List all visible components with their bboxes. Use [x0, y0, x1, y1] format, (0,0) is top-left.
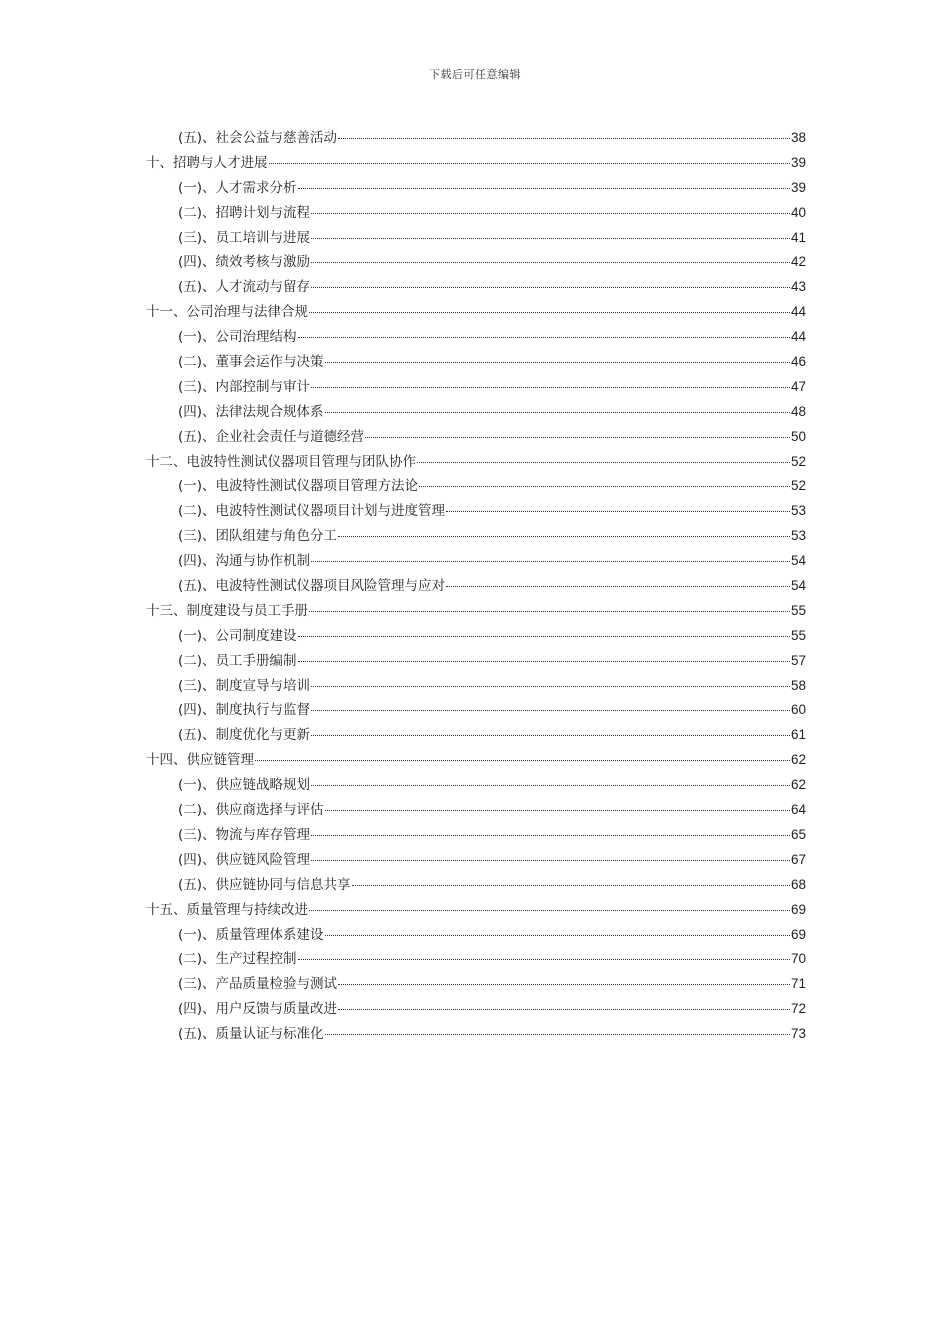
toc-section-entry[interactable] — [146, 1022, 806, 1047]
toc-section-entry[interactable] — [146, 698, 806, 723]
toc-entry-page-number: 47 — [790, 378, 806, 394]
toc-entry-page-number: 54 — [790, 578, 806, 594]
toc-entry-title: (四)、沟通与协作机制 — [178, 553, 311, 570]
toc-chapter-entry[interactable] — [146, 151, 806, 176]
toc-entry-page-number: 44 — [790, 304, 806, 320]
toc-entry-page-number: 48 — [790, 403, 806, 419]
toc-section-entry[interactable] — [146, 474, 806, 499]
toc-entry-title: (五)、质量认证与标准化 — [178, 1026, 324, 1043]
toc-entry-title: 十五、质量管理与持续改进 — [146, 901, 308, 918]
toc-entry-title: (一)、人才需求分析 — [178, 179, 297, 196]
toc-entry-title: (五)、制度优化与更新 — [178, 727, 311, 744]
toc-entry-title: (二)、董事会运作与决策 — [178, 354, 324, 371]
toc-entry-page-number: 69 — [790, 901, 806, 917]
toc-entry-title: (一)、质量管理体系建设 — [178, 926, 324, 943]
toc-section-entry[interactable] — [146, 873, 806, 898]
toc-section-entry[interactable] — [146, 350, 806, 375]
toc-section-entry[interactable] — [146, 798, 806, 823]
toc-entry-page-number: 50 — [790, 428, 806, 444]
toc-entry-title: (三)、员工培训与进展 — [178, 229, 311, 246]
toc-entry-page-number: 64 — [790, 802, 806, 818]
toc-section-entry[interactable] — [146, 126, 806, 151]
toc-entry-title: (五)、社会公益与慈善活动 — [178, 130, 338, 146]
dot-leader — [311, 287, 790, 288]
toc-entry-page-number: 60 — [790, 702, 806, 718]
toc-entry-title: (二)、生产过程控制 — [178, 951, 297, 968]
toc-section-entry[interactable] — [146, 674, 806, 699]
toc-entry-title: 十四、供应链管理 — [146, 752, 254, 769]
dot-leader — [269, 163, 790, 164]
dot-leader — [311, 561, 790, 562]
toc-entry-page-number: 73 — [790, 1026, 806, 1042]
dot-leader — [365, 437, 790, 438]
toc-section-entry[interactable] — [146, 649, 806, 674]
dot-leader — [311, 835, 790, 836]
toc-entry-page-number: 40 — [790, 204, 806, 220]
toc-section-entry[interactable] — [146, 226, 806, 251]
toc-section-entry[interactable] — [146, 947, 806, 972]
toc-entry-title: (三)、制度宣导与培训 — [178, 677, 311, 694]
toc-entry-page-number: 39 — [790, 154, 806, 170]
page-header: 下载后可任意编辑 — [429, 68, 521, 81]
dot-leader — [311, 686, 790, 687]
toc-entry-page-number: 43 — [790, 279, 806, 295]
toc-entry-title: (二)、供应商选择与评估 — [178, 802, 324, 819]
toc-chapter-entry[interactable] — [146, 599, 806, 624]
toc-entry-page-number: 61 — [790, 727, 806, 743]
toc-entry-title: (四)、制度执行与监督 — [178, 702, 311, 719]
toc-entry-page-number: 58 — [790, 677, 806, 693]
toc-entry-page-number: 67 — [790, 851, 806, 867]
toc-entry-title: (四)、用户反馈与质量改进 — [178, 1001, 338, 1018]
toc-section-entry[interactable] — [146, 275, 806, 300]
dot-leader — [311, 735, 790, 736]
dot-leader — [311, 387, 790, 388]
dot-leader — [311, 785, 790, 786]
dot-leader — [311, 262, 790, 263]
toc-entry-title: (三)、产品质量检验与测试 — [178, 976, 338, 993]
dot-leader — [325, 412, 790, 413]
dot-leader — [325, 362, 790, 363]
toc-section-entry[interactable] — [146, 574, 806, 599]
toc-entry-page-number: 38 — [790, 130, 806, 145]
toc-entry-page-number: 57 — [790, 652, 806, 668]
toc-entry-title: (五)、企业社会责任与道德经营 — [178, 428, 365, 445]
toc-section-entry[interactable] — [146, 823, 806, 848]
dot-leader — [298, 959, 790, 960]
dot-leader — [309, 312, 790, 313]
toc-entry-page-number: 70 — [790, 951, 806, 967]
toc-entry-page-number: 46 — [790, 354, 806, 370]
toc-entry-title: (一)、电波特性测试仪器项目管理方法论 — [178, 478, 419, 495]
toc-entry-title: (五)、供应链协同与信息共享 — [178, 876, 351, 893]
toc-entry-page-number: 69 — [790, 926, 806, 942]
dot-leader — [446, 586, 790, 587]
toc-entry-page-number: 72 — [790, 1001, 806, 1017]
toc-entry-page-number: 65 — [790, 826, 806, 842]
dot-leader — [255, 760, 790, 761]
toc-entry-title: (一)、公司治理结构 — [178, 329, 297, 346]
toc-section-entry[interactable] — [146, 773, 806, 798]
toc-entry-title: (一)、供应链战略规划 — [178, 777, 311, 794]
dot-leader — [325, 810, 790, 811]
toc-entry-page-number: 55 — [790, 602, 806, 618]
toc-section-entry[interactable] — [146, 375, 806, 400]
toc-entry-title: (五)、人才流动与留存 — [178, 279, 311, 296]
toc-entry-title: (四)、绩效考核与激励 — [178, 254, 311, 271]
dot-leader — [298, 337, 790, 338]
toc-section-entry[interactable] — [146, 972, 806, 997]
toc-section-entry[interactable] — [146, 400, 806, 425]
toc-section-entry[interactable] — [146, 499, 806, 524]
toc-section-entry[interactable] — [146, 723, 806, 748]
toc-entry-title: (三)、团队组建与角色分工 — [178, 528, 338, 545]
toc-entry-title: (二)、员工手册编制 — [178, 652, 297, 669]
toc-chapter-entry[interactable] — [146, 300, 806, 325]
toc-entry-title: (一)、公司制度建设 — [178, 627, 297, 644]
toc-entry-page-number: 62 — [790, 777, 806, 793]
toc-entry-page-number: 68 — [790, 876, 806, 892]
toc-section-entry[interactable] — [146, 923, 806, 948]
toc-section-entry[interactable] — [146, 624, 806, 649]
toc-entry-title: 十三、制度建设与员工手册 — [146, 602, 308, 619]
dot-leader — [298, 188, 790, 189]
toc-entry-page-number: 55 — [790, 627, 806, 643]
toc-section-entry[interactable] — [146, 524, 806, 549]
dot-leader — [338, 1009, 790, 1010]
toc-chapter-entry[interactable] — [146, 748, 806, 773]
toc-section-entry[interactable] — [146, 250, 806, 275]
toc-entry-page-number: 42 — [790, 254, 806, 270]
toc-entry-page-number: 53 — [790, 503, 806, 519]
dot-leader — [352, 885, 790, 886]
toc-entry-title: (三)、物流与库存管理 — [178, 826, 311, 843]
toc-entry-page-number: 39 — [790, 179, 806, 195]
dot-leader — [311, 710, 790, 711]
toc-section-entry[interactable] — [146, 425, 806, 450]
toc-entry-page-number: 62 — [790, 752, 806, 768]
toc-entry-title: 十一、公司治理与法律合规 — [146, 304, 308, 321]
toc-section-entry[interactable] — [146, 997, 806, 1022]
dot-leader — [417, 462, 790, 463]
dot-leader — [446, 511, 790, 512]
dot-leader — [338, 536, 790, 537]
toc-entry-title: (二)、招聘计划与流程 — [178, 204, 311, 221]
toc-entry-page-number: 71 — [790, 976, 806, 992]
toc-entry-page-number: 52 — [790, 453, 806, 469]
toc-chapter-entry[interactable] — [146, 898, 806, 923]
toc-entry-page-number: 54 — [790, 553, 806, 569]
toc-entry-page-number: 53 — [790, 528, 806, 544]
toc-entry-title: (四)、法律法规合规体系 — [178, 403, 324, 420]
dot-leader — [338, 984, 790, 985]
dot-leader — [325, 1034, 790, 1035]
toc-entry-page-number: 52 — [790, 478, 806, 494]
dot-leader — [338, 138, 790, 139]
toc-chapter-entry[interactable] — [146, 450, 806, 475]
toc-section-entry[interactable] — [146, 176, 806, 201]
toc-section-entry[interactable] — [146, 848, 806, 873]
toc-entry-title: 十二、电波特性测试仪器项目管理与团队协作 — [146, 453, 416, 470]
toc-entry-title: (五)、电波特性测试仪器项目风险管理与应对 — [178, 578, 446, 595]
toc-entry-page-number: 44 — [790, 329, 806, 345]
toc-section-entry[interactable] — [146, 325, 806, 350]
toc-section-entry[interactable] — [146, 549, 806, 574]
dot-leader — [325, 935, 790, 936]
dot-leader — [419, 486, 790, 487]
dot-leader — [309, 910, 790, 911]
toc-entry-title: (二)、电波特性测试仪器项目计划与进度管理 — [178, 503, 446, 520]
dot-leader — [311, 860, 790, 861]
toc-entry-page-number: 41 — [790, 229, 806, 245]
dot-leader — [311, 213, 790, 214]
dot-leader — [311, 238, 790, 239]
table-of-contents — [146, 126, 806, 1047]
toc-section-entry[interactable] — [146, 201, 806, 226]
toc-entry-title: (四)、供应链风险管理 — [178, 851, 311, 868]
toc-entry-title: 十、招聘与人才进展 — [146, 154, 268, 171]
dot-leader — [298, 661, 790, 662]
dot-leader — [309, 611, 790, 612]
dot-leader — [298, 636, 790, 637]
toc-entry-title: (三)、内部控制与审计 — [178, 378, 311, 395]
